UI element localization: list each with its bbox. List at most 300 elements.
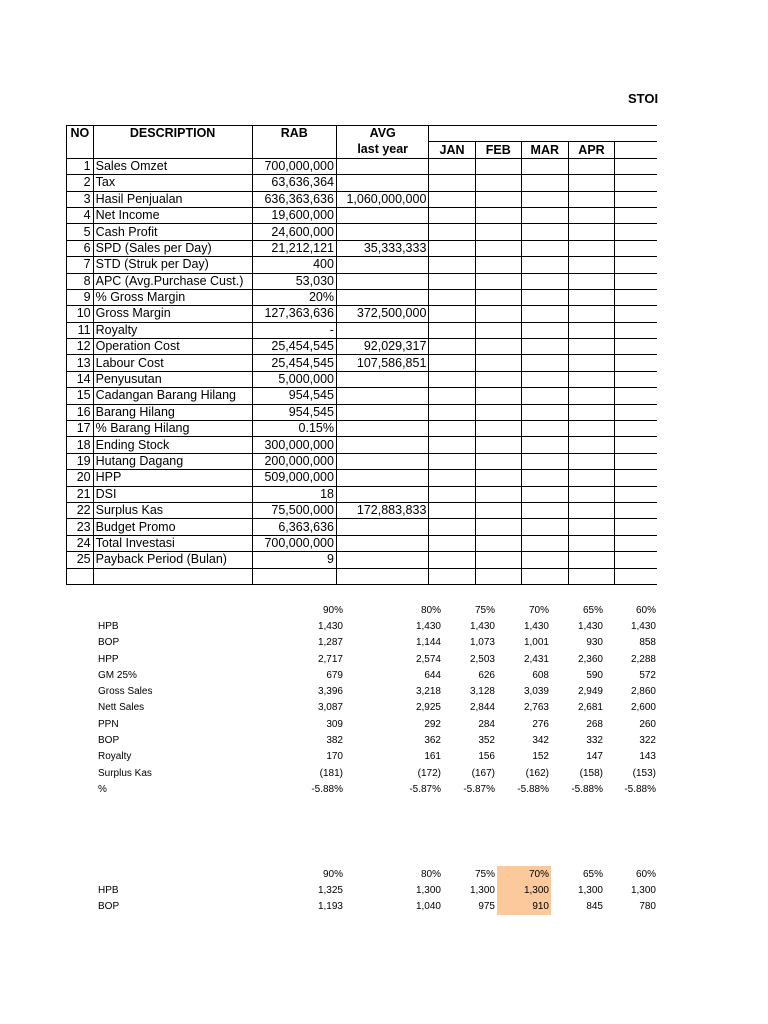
row-description[interactable]: Barang Hilang: [93, 404, 252, 420]
row-description[interactable]: Labour Cost: [93, 355, 252, 371]
calc-row-value[interactable]: 590: [586, 669, 603, 681]
calc-row-value[interactable]: 1,001: [523, 637, 549, 649]
calc-row-label[interactable]: BOP: [98, 901, 120, 913]
empty-cell[interactable]: [93, 568, 252, 584]
calc-row-value[interactable]: 1,287: [317, 637, 343, 649]
row-description[interactable]: % Barang Hilang: [93, 421, 252, 437]
row-feb-cell[interactable]: [475, 322, 521, 338]
row-description[interactable]: Hasil Penjualan: [93, 191, 252, 207]
row-apr-cell[interactable]: [568, 158, 615, 174]
row-feb-cell[interactable]: [475, 388, 521, 404]
row-apr-cell[interactable]: [568, 224, 615, 240]
calc-row-value[interactable]: 2,844: [469, 702, 495, 714]
calc-row-value[interactable]: 679: [326, 669, 343, 681]
row-number[interactable]: 17: [67, 421, 94, 437]
row-mar-cell[interactable]: [521, 322, 568, 338]
row-number[interactable]: 11: [67, 322, 94, 338]
row-may-cell[interactable]: [615, 388, 657, 404]
row-may-cell[interactable]: [615, 404, 657, 420]
empty-cell[interactable]: [252, 568, 336, 584]
row-jan-cell[interactable]: [429, 240, 475, 256]
empty-cell[interactable]: [615, 568, 657, 584]
calc-row-value[interactable]: 2,503: [469, 653, 495, 665]
row-mar-cell[interactable]: [521, 191, 568, 207]
row-number[interactable]: 16: [67, 404, 94, 420]
row-jan-cell[interactable]: [429, 486, 475, 502]
row-avg-value[interactable]: [336, 207, 428, 223]
row-feb-cell[interactable]: [475, 207, 521, 223]
calc-row-label[interactable]: PPN: [98, 718, 119, 730]
calc-row-value[interactable]: (167): [471, 767, 495, 779]
row-description[interactable]: Hutang Dagang: [93, 453, 252, 469]
row-apr-cell[interactable]: [568, 486, 615, 502]
calc-row-label[interactable]: GM 25%: [98, 669, 137, 681]
row-number[interactable]: 1: [67, 158, 94, 174]
row-feb-cell[interactable]: [475, 470, 521, 486]
row-feb-cell[interactable]: [475, 306, 521, 322]
row-number[interactable]: 15: [67, 388, 94, 404]
row-jan-cell[interactable]: [429, 404, 475, 420]
row-jan-cell[interactable]: [429, 322, 475, 338]
row-avg-value[interactable]: 35,333,333: [336, 240, 428, 256]
calc-row-value[interactable]: 780: [639, 901, 656, 913]
calc-row-value[interactable]: 2,925: [415, 702, 441, 714]
calc-row-label[interactable]: Gross Sales: [98, 686, 153, 698]
row-jan-cell[interactable]: [429, 371, 475, 387]
row-apr-cell[interactable]: [568, 437, 615, 453]
row-number[interactable]: 18: [67, 437, 94, 453]
calc-row-value[interactable]: 3,087: [317, 702, 343, 714]
calc-header-percent[interactable]: 80%: [420, 868, 441, 880]
row-feb-cell[interactable]: [475, 191, 521, 207]
row-rab-value[interactable]: 25,454,545: [252, 355, 336, 371]
row-rab-value[interactable]: 25,454,545: [252, 339, 336, 355]
row-may-cell[interactable]: [615, 355, 657, 371]
calc-row-value[interactable]: -5.88%: [517, 783, 549, 795]
calc-header-percent[interactable]: 75%: [474, 868, 495, 880]
row-avg-value[interactable]: [336, 175, 428, 191]
row-mar-cell[interactable]: [521, 158, 568, 174]
calc-row-value[interactable]: 268: [586, 718, 603, 730]
row-may-cell[interactable]: [615, 306, 657, 322]
calc-header-percent[interactable]: 90%: [322, 604, 343, 616]
calc-row-value[interactable]: (158): [579, 767, 603, 779]
row-description[interactable]: Cash Profit: [93, 224, 252, 240]
calc-row-value[interactable]: -5.88%: [624, 783, 656, 795]
row-jan-cell[interactable]: [429, 355, 475, 371]
calc-row-value[interactable]: 1,430: [523, 620, 549, 632]
row-number[interactable]: 12: [67, 339, 94, 355]
calc-row-value[interactable]: 1,430: [469, 620, 495, 632]
row-jan-cell[interactable]: [429, 339, 475, 355]
row-jan-cell[interactable]: [429, 470, 475, 486]
row-mar-cell[interactable]: [521, 519, 568, 535]
calc-row-value[interactable]: 276: [532, 718, 549, 730]
row-mar-cell[interactable]: [521, 502, 568, 518]
row-apr-cell[interactable]: [568, 502, 615, 518]
calc-row-value[interactable]: (172): [417, 767, 441, 779]
row-mar-cell[interactable]: [521, 207, 568, 223]
row-may-cell[interactable]: [615, 158, 657, 174]
row-feb-cell[interactable]: [475, 355, 521, 371]
calc-row-value[interactable]: 260: [639, 718, 656, 730]
empty-cell[interactable]: [429, 568, 475, 584]
row-may-cell[interactable]: [615, 273, 657, 289]
calc-header-percent[interactable]: 65%: [582, 604, 603, 616]
row-description[interactable]: Ending Stock: [93, 437, 252, 453]
row-rab-value[interactable]: 400: [252, 257, 336, 273]
row-may-cell[interactable]: [615, 339, 657, 355]
row-apr-cell[interactable]: [568, 453, 615, 469]
row-feb-cell[interactable]: [475, 535, 521, 551]
calc-row-value[interactable]: 170: [326, 751, 343, 763]
row-apr-cell[interactable]: [568, 371, 615, 387]
row-feb-cell[interactable]: [475, 437, 521, 453]
row-mar-cell[interactable]: [521, 470, 568, 486]
calc-row-value[interactable]: 644: [424, 669, 441, 681]
row-description[interactable]: Operation Cost: [93, 339, 252, 355]
calc-row-value[interactable]: 2,600: [630, 702, 656, 714]
row-avg-value[interactable]: [336, 224, 428, 240]
row-description[interactable]: Penyusutan: [93, 371, 252, 387]
row-description[interactable]: STD (Struk per Day): [93, 257, 252, 273]
row-number[interactable]: 3: [67, 191, 94, 207]
calc-row-value[interactable]: 382: [326, 735, 343, 747]
row-avg-value[interactable]: [336, 289, 428, 305]
row-jan-cell[interactable]: [429, 388, 475, 404]
row-apr-cell[interactable]: [568, 552, 615, 568]
row-apr-cell[interactable]: [568, 339, 615, 355]
row-jan-cell[interactable]: [429, 552, 475, 568]
row-description[interactable]: Net Income: [93, 207, 252, 223]
calc-row-value[interactable]: 1,040: [415, 901, 441, 913]
row-description[interactable]: Tax: [93, 175, 252, 191]
row-feb-cell[interactable]: [475, 371, 521, 387]
calc-row-value[interactable]: 2,574: [415, 653, 441, 665]
row-feb-cell[interactable]: [475, 175, 521, 191]
calc-row-value[interactable]: 1,300: [577, 884, 603, 896]
row-rab-value[interactable]: 954,545: [252, 388, 336, 404]
calc-row-label[interactable]: BOP: [98, 637, 120, 649]
row-number[interactable]: 24: [67, 535, 94, 551]
calc-row-value[interactable]: 1,300: [630, 884, 656, 896]
row-rab-value[interactable]: 75,500,000: [252, 502, 336, 518]
calc-row-value[interactable]: 152: [532, 751, 549, 763]
calc-row-value[interactable]: 3,039: [523, 686, 549, 698]
row-number[interactable]: 8: [67, 273, 94, 289]
row-may-cell[interactable]: [615, 175, 657, 191]
row-rab-value[interactable]: 700,000,000: [252, 535, 336, 551]
row-mar-cell[interactable]: [521, 404, 568, 420]
calc-row-value[interactable]: 1,144: [415, 637, 441, 649]
row-number[interactable]: 21: [67, 486, 94, 502]
row-description[interactable]: HPP: [93, 470, 252, 486]
calc-row-value[interactable]: 1,430: [577, 620, 603, 632]
calc-row-value[interactable]: (181): [319, 767, 343, 779]
row-number[interactable]: 6: [67, 240, 94, 256]
calc-row-value[interactable]: 322: [639, 735, 656, 747]
row-jan-cell[interactable]: [429, 453, 475, 469]
calc-row-value[interactable]: 975: [478, 901, 495, 913]
row-rab-value[interactable]: 5,000,000: [252, 371, 336, 387]
calc-row-value[interactable]: 2,860: [630, 686, 656, 698]
row-apr-cell[interactable]: [568, 519, 615, 535]
row-jan-cell[interactable]: [429, 207, 475, 223]
row-rab-value[interactable]: 53,030: [252, 273, 336, 289]
row-may-cell[interactable]: [615, 257, 657, 273]
row-feb-cell[interactable]: [475, 421, 521, 437]
calc-row-value[interactable]: 1,300: [469, 884, 495, 896]
row-apr-cell[interactable]: [568, 257, 615, 273]
row-rab-value[interactable]: 18: [252, 486, 336, 502]
row-jan-cell[interactable]: [429, 535, 475, 551]
row-mar-cell[interactable]: [521, 388, 568, 404]
row-rab-value[interactable]: 6,363,636: [252, 519, 336, 535]
calc-row-value[interactable]: 2,681: [577, 702, 603, 714]
row-number[interactable]: 22: [67, 502, 94, 518]
calc-row-value[interactable]: 3,128: [469, 686, 495, 698]
calc-row-value[interactable]: 910: [497, 899, 551, 915]
calc-row-value[interactable]: 362: [424, 735, 441, 747]
row-may-cell[interactable]: [615, 437, 657, 453]
row-may-cell[interactable]: [615, 421, 657, 437]
calc-row-label[interactable]: BOP: [98, 735, 120, 747]
row-rab-value[interactable]: 200,000,000: [252, 453, 336, 469]
row-description[interactable]: Sales Omzet: [93, 158, 252, 174]
calc-row-label[interactable]: Royalty: [98, 751, 132, 763]
calc-row-value[interactable]: 2,360: [577, 653, 603, 665]
row-apr-cell[interactable]: [568, 388, 615, 404]
calc-row-value[interactable]: 284: [478, 718, 495, 730]
row-jan-cell[interactable]: [429, 502, 475, 518]
calc-header-percent[interactable]: 90%: [322, 868, 343, 880]
row-apr-cell[interactable]: [568, 470, 615, 486]
row-feb-cell[interactable]: [475, 502, 521, 518]
calc-row-label[interactable]: HPP: [98, 653, 119, 665]
calc-row-value[interactable]: 147: [586, 751, 603, 763]
calc-row-label[interactable]: Surplus Kas: [98, 767, 152, 779]
calc-row-value[interactable]: 342: [532, 735, 549, 747]
calc-row-value[interactable]: (153): [632, 767, 656, 779]
row-feb-cell[interactable]: [475, 453, 521, 469]
calc-row-value[interactable]: 3,396: [317, 686, 343, 698]
empty-cell[interactable]: [67, 568, 94, 584]
row-may-cell[interactable]: [615, 502, 657, 518]
row-jan-cell[interactable]: [429, 519, 475, 535]
calc-row-value[interactable]: 332: [586, 735, 603, 747]
calc-header-percent[interactable]: 80%: [420, 604, 441, 616]
row-avg-value[interactable]: [336, 421, 428, 437]
row-avg-value[interactable]: [336, 552, 428, 568]
row-description[interactable]: Total Investasi: [93, 535, 252, 551]
row-number[interactable]: 25: [67, 552, 94, 568]
row-apr-cell[interactable]: [568, 191, 615, 207]
row-description[interactable]: Payback Period (Bulan): [93, 552, 252, 568]
row-rab-value[interactable]: 954,545: [252, 404, 336, 420]
calc-row-value[interactable]: 2,763: [523, 702, 549, 714]
row-jan-cell[interactable]: [429, 158, 475, 174]
row-avg-value[interactable]: [336, 273, 428, 289]
calc-row-value[interactable]: 143: [639, 751, 656, 763]
row-rab-value[interactable]: 127,363,636: [252, 306, 336, 322]
calc-row-value[interactable]: -5.87%: [409, 783, 441, 795]
row-feb-cell[interactable]: [475, 240, 521, 256]
row-apr-cell[interactable]: [568, 306, 615, 322]
row-may-cell[interactable]: [615, 322, 657, 338]
calc-row-value[interactable]: 161: [424, 751, 441, 763]
row-rab-value[interactable]: -: [252, 322, 336, 338]
row-avg-value[interactable]: [336, 486, 428, 502]
calc-header-percent[interactable]: 70%: [497, 866, 551, 882]
row-description[interactable]: SPD (Sales per Day): [93, 240, 252, 256]
row-feb-cell[interactable]: [475, 273, 521, 289]
calc-row-value[interactable]: 1,300: [497, 882, 551, 898]
calc-row-value[interactable]: 1,300: [415, 884, 441, 896]
row-number[interactable]: 5: [67, 224, 94, 240]
row-avg-value[interactable]: [336, 437, 428, 453]
row-may-cell[interactable]: [615, 224, 657, 240]
row-apr-cell[interactable]: [568, 404, 615, 420]
row-apr-cell[interactable]: [568, 289, 615, 305]
calc-row-value[interactable]: 608: [532, 669, 549, 681]
row-jan-cell[interactable]: [429, 306, 475, 322]
calc-row-value[interactable]: 1,325: [317, 884, 343, 896]
row-description[interactable]: Gross Margin: [93, 306, 252, 322]
row-number[interactable]: 19: [67, 453, 94, 469]
row-number[interactable]: 13: [67, 355, 94, 371]
row-mar-cell[interactable]: [521, 257, 568, 273]
row-mar-cell[interactable]: [521, 421, 568, 437]
calc-row-value[interactable]: 3,218: [415, 686, 441, 698]
row-apr-cell[interactable]: [568, 355, 615, 371]
row-rab-value[interactable]: 19,600,000: [252, 207, 336, 223]
row-jan-cell[interactable]: [429, 257, 475, 273]
row-feb-cell[interactable]: [475, 257, 521, 273]
row-number[interactable]: 14: [67, 371, 94, 387]
calc-row-value[interactable]: 1,430: [317, 620, 343, 632]
row-number[interactable]: 10: [67, 306, 94, 322]
row-mar-cell[interactable]: [521, 371, 568, 387]
row-mar-cell[interactable]: [521, 535, 568, 551]
calc-row-label[interactable]: HPB: [98, 884, 119, 896]
row-mar-cell[interactable]: [521, 437, 568, 453]
calc-header-percent[interactable]: 65%: [582, 868, 603, 880]
calc-row-value[interactable]: 2,949: [577, 686, 603, 698]
row-rab-value[interactable]: 700,000,000: [252, 158, 336, 174]
calc-row-value[interactable]: 2,288: [630, 653, 656, 665]
empty-cell[interactable]: [521, 568, 568, 584]
row-feb-cell[interactable]: [475, 289, 521, 305]
row-description[interactable]: Budget Promo: [93, 519, 252, 535]
row-rab-value[interactable]: 0.15%: [252, 421, 336, 437]
calc-row-value[interactable]: 309: [326, 718, 343, 730]
row-avg-value[interactable]: [336, 404, 428, 420]
row-description[interactable]: DSI: [93, 486, 252, 502]
row-apr-cell[interactable]: [568, 207, 615, 223]
calc-row-value[interactable]: 352: [478, 735, 495, 747]
calc-row-value[interactable]: 1,073: [469, 637, 495, 649]
calc-row-value[interactable]: -5.88%: [311, 783, 343, 795]
row-may-cell[interactable]: [615, 289, 657, 305]
calc-row-value[interactable]: 156: [478, 751, 495, 763]
row-description[interactable]: % Gross Margin: [93, 289, 252, 305]
row-avg-value[interactable]: [336, 257, 428, 273]
row-rab-value[interactable]: 636,363,636: [252, 191, 336, 207]
row-mar-cell[interactable]: [521, 355, 568, 371]
calc-row-value[interactable]: 858: [639, 637, 656, 649]
calc-row-value[interactable]: 292: [424, 718, 441, 730]
row-may-cell[interactable]: [615, 470, 657, 486]
row-mar-cell[interactable]: [521, 453, 568, 469]
row-avg-value[interactable]: [336, 322, 428, 338]
calc-header-percent[interactable]: 60%: [635, 604, 656, 616]
row-avg-value[interactable]: [336, 470, 428, 486]
row-number[interactable]: 9: [67, 289, 94, 305]
calc-row-value[interactable]: 1,430: [415, 620, 441, 632]
calc-header-percent[interactable]: 70%: [528, 604, 549, 616]
row-number[interactable]: 20: [67, 470, 94, 486]
row-rab-value[interactable]: 21,212,121: [252, 240, 336, 256]
row-jan-cell[interactable]: [429, 175, 475, 191]
row-description[interactable]: Cadangan Barang Hilang: [93, 388, 252, 404]
row-avg-value[interactable]: [336, 371, 428, 387]
row-avg-value[interactable]: [336, 535, 428, 551]
row-jan-cell[interactable]: [429, 273, 475, 289]
row-description[interactable]: APC (Avg.Purchase Cust.): [93, 273, 252, 289]
row-mar-cell[interactable]: [521, 306, 568, 322]
calc-row-value[interactable]: 2,431: [523, 653, 549, 665]
calc-row-value[interactable]: 930: [586, 637, 603, 649]
row-may-cell[interactable]: [615, 207, 657, 223]
row-avg-value[interactable]: 107,586,851: [336, 355, 428, 371]
row-number[interactable]: 4: [67, 207, 94, 223]
empty-cell[interactable]: [336, 568, 428, 584]
row-rab-value[interactable]: 9: [252, 552, 336, 568]
calc-header-percent[interactable]: 75%: [474, 604, 495, 616]
row-may-cell[interactable]: [615, 240, 657, 256]
row-avg-value[interactable]: [336, 158, 428, 174]
row-jan-cell[interactable]: [429, 421, 475, 437]
calc-row-value[interactable]: -5.87%: [463, 783, 495, 795]
row-avg-value[interactable]: 172,883,833: [336, 502, 428, 518]
row-may-cell[interactable]: [615, 486, 657, 502]
row-rab-value[interactable]: 24,600,000: [252, 224, 336, 240]
empty-cell[interactable]: [568, 568, 615, 584]
row-feb-cell[interactable]: [475, 158, 521, 174]
row-number[interactable]: 23: [67, 519, 94, 535]
calc-row-value[interactable]: 572: [639, 669, 656, 681]
row-rab-value[interactable]: 300,000,000: [252, 437, 336, 453]
row-number[interactable]: 2: [67, 175, 94, 191]
row-apr-cell[interactable]: [568, 322, 615, 338]
row-rab-value[interactable]: 63,636,364: [252, 175, 336, 191]
row-avg-value[interactable]: 1,060,000,000: [336, 191, 428, 207]
calc-row-value[interactable]: 2,717: [317, 653, 343, 665]
row-feb-cell[interactable]: [475, 339, 521, 355]
row-jan-cell[interactable]: [429, 437, 475, 453]
row-mar-cell[interactable]: [521, 339, 568, 355]
row-rab-value[interactable]: 509,000,000: [252, 470, 336, 486]
row-jan-cell[interactable]: [429, 191, 475, 207]
row-mar-cell[interactable]: [521, 273, 568, 289]
row-feb-cell[interactable]: [475, 224, 521, 240]
row-description[interactable]: Royalty: [93, 322, 252, 338]
row-avg-value[interactable]: [336, 388, 428, 404]
row-may-cell[interactable]: [615, 453, 657, 469]
row-jan-cell[interactable]: [429, 224, 475, 240]
row-apr-cell[interactable]: [568, 535, 615, 551]
calc-row-label[interactable]: Nett Sales: [98, 702, 145, 714]
